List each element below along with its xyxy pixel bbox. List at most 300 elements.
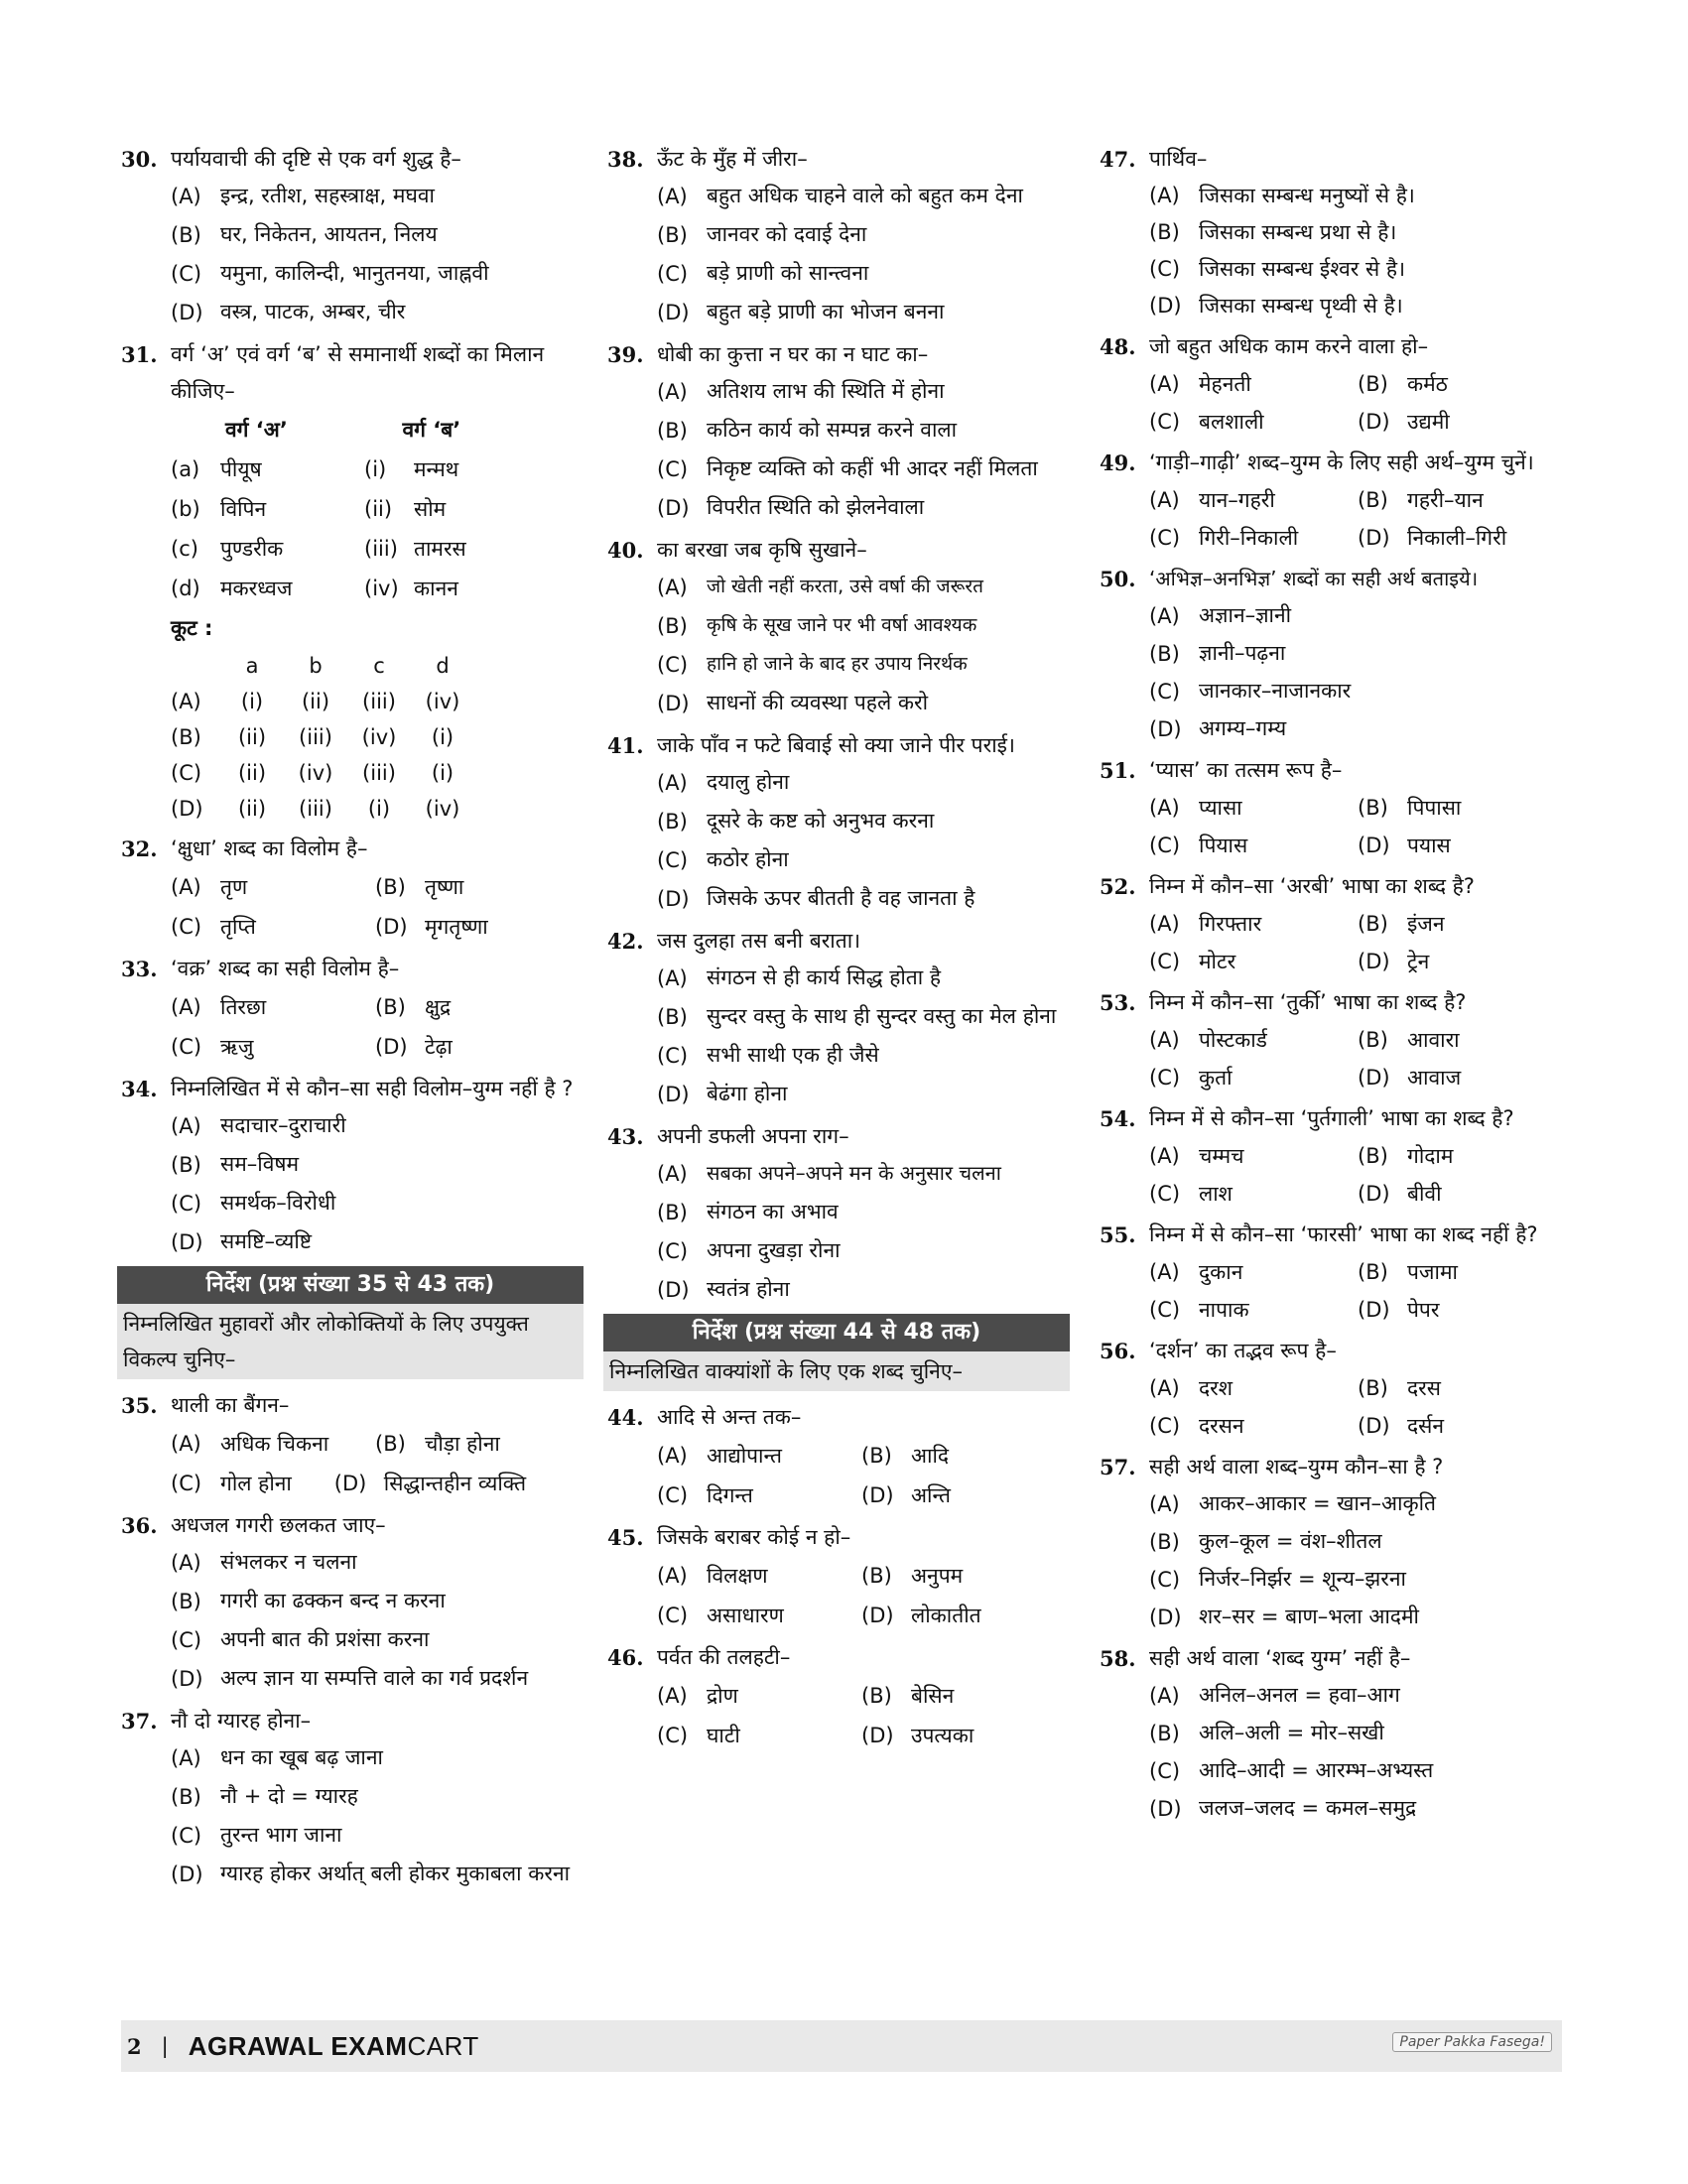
option [861,1716,1066,1755]
option-label: (C) [171,1472,202,1495]
option [171,1817,580,1856]
option-label: (D) [861,1483,894,1507]
option-text: ज्ञानी–पढ़ना [1199,641,1286,665]
option-label: (A) [171,1746,201,1770]
option-label: (D) [171,797,203,821]
question-text: जस दुलहा तस बनी बराता। [657,929,861,953]
question-38 [607,141,1066,332]
option [171,1107,580,1146]
option-text: यान–गहरी [1199,488,1275,512]
question-41 [607,727,1066,919]
option [1358,481,1566,519]
question-number: 31. [121,342,158,367]
match-right-text: सोम [414,497,447,521]
option-text: सभी साथी एक ही जैसे [707,1043,879,1067]
koot-cell: (iv) [298,761,333,785]
option-text: अधिक चिकना [220,1432,329,1456]
option [1358,1021,1566,1059]
question-56 [1100,1333,1566,1445]
question-48 [1100,328,1566,441]
option-label: (B) [375,875,406,899]
option-label: (B) [1149,1530,1180,1554]
option-label: (C) [1149,526,1181,550]
question-number: 37. [121,1709,158,1734]
option-label: (D) [1149,294,1182,318]
option [657,960,1066,998]
option-label: (A) [657,380,688,404]
koot-header [171,648,580,684]
option-label: (C) [171,915,202,939]
koot-row [171,791,580,827]
option-label: (C) [657,1483,689,1507]
option-text: जिसके ऊपर बीतती है वह जानता है [707,886,975,910]
question-text: ‘अभिज्ञ–अनभिज्ञ’ शब्दों का सही अर्थ बताइये। [1149,567,1479,590]
option-label: (A) [657,576,688,599]
option-text: ऋजु [220,1035,254,1059]
koot-row [171,719,580,755]
option-text: गोदाम [1407,1144,1454,1168]
koot-row [171,755,580,791]
match-left-text: विपिन [220,497,267,521]
option [1358,1059,1566,1096]
question-31 [121,336,580,827]
option-text: लाश [1199,1182,1233,1206]
question-number: 46. [607,1645,644,1670]
match-right-text: कानन [414,577,458,600]
option [657,373,1066,412]
option-text: पिपासा [1407,796,1462,820]
option-label: (D) [375,1035,408,1059]
question-34 [121,1071,580,1262]
option [657,255,1066,294]
question-number: 51. [1100,758,1136,783]
option [657,216,1066,255]
option-text: धन का खूब बढ़ जाना [220,1745,383,1769]
option [171,867,375,907]
question-text: ऊँट के मुँह में जीरा– [657,147,808,171]
option-text: प्यासा [1199,796,1242,820]
match-left-label: (b) [171,497,200,521]
option [657,569,1066,607]
brand-logo [189,2031,479,2062]
option-text: संगठन का अभाव [707,1200,839,1223]
option-text: गोल होना [220,1472,292,1495]
option-text: कुल–कूल = वंश–शीतल [1199,1529,1382,1553]
option [1358,943,1566,980]
option [657,1271,1066,1310]
option-text: संगठन से ही कार्य सिद्ध होता है [707,965,942,989]
option-text: अनुपम [911,1564,964,1588]
option-label: (C) [1149,257,1181,281]
option-label: (B) [375,1432,406,1456]
option [1358,1369,1566,1407]
option-text: निकृष्ट व्यक्ति को कहीं भी आदर नहीं मिलता [707,456,1038,480]
question-text: जिसके बराबर कोई न हो– [657,1525,851,1549]
option-label: (A) [657,1684,688,1708]
question-45 [607,1519,1066,1635]
question-number: 57. [1100,1455,1136,1479]
question-text: अपनी डफली अपना राग– [657,1124,849,1148]
question-55 [1100,1217,1566,1329]
koot-cell: (i) [431,761,454,785]
question-37 [121,1703,580,1894]
option-text: टेढ़ा [425,1035,453,1059]
option [375,907,580,947]
koot-cell: (iii) [299,725,332,749]
option [657,294,1066,332]
option-label: (D) [171,1230,203,1254]
question-58 [1100,1640,1566,1828]
option-text: बेसिन [911,1684,955,1708]
option [1149,365,1358,403]
option [1149,789,1358,827]
option-label: (D) [657,301,690,324]
option-label: (C) [1149,680,1181,704]
option-text: आदि–आदी = आरम्भ–अभ्यस्त [1199,1758,1434,1782]
option [1149,288,1566,324]
option-label: (B) [1358,1144,1388,1168]
directive-box [117,1266,584,1379]
question-number: 43. [607,1124,644,1149]
option-label: (C) [657,653,689,677]
option [1149,1021,1358,1059]
option-text: अपनी बात की प्रशंसा करना [220,1627,430,1651]
option [1149,403,1358,441]
option-label: (C) [1149,1298,1181,1322]
option-label: (C) [1149,410,1181,434]
option-label: (D) [657,692,690,715]
koot-cell: (ii) [301,690,330,713]
option [1358,519,1566,557]
option-label: (A) [171,690,201,713]
question-number: 53. [1100,990,1136,1015]
question-text: का बरखा जब कृषि सुखाने– [657,538,867,562]
option-label: (A) [1149,1260,1180,1284]
option-label: (A) [1149,912,1180,936]
option-text: तिरछा [220,995,267,1019]
option-label: (D) [1358,1414,1390,1438]
option [1149,943,1358,980]
option [1149,1253,1358,1291]
option-text: कठोर होना [707,847,789,871]
option [375,1424,580,1464]
option-text: दरश [1199,1376,1234,1400]
option [1149,1485,1566,1523]
option [657,1716,861,1755]
question-number: 36. [121,1513,158,1538]
option [861,1556,1066,1596]
option [334,1464,580,1503]
option-label: (A) [1149,1028,1180,1052]
question-text: ‘क्षुधा’ शब्द का विलोम है– [171,836,368,860]
option-text: सिद्धान्तहीन व्यक्ति [383,1472,527,1495]
option-text: कुर्ता [1199,1066,1233,1090]
option-text: चौड़ा होना [425,1432,500,1456]
option-label: (A) [657,966,688,990]
option [1358,827,1566,864]
question-text: ‘दर्शन’ का तद्भव रूप है– [1149,1339,1337,1362]
option-text: बड़े प्राणी को सान्त्वना [707,261,869,285]
option [375,987,580,1027]
question-number: 45. [607,1525,644,1550]
option [1149,1407,1358,1445]
question-number: 44. [607,1405,644,1430]
question-number: 35. [121,1393,158,1418]
option [657,880,1066,919]
match-left-label: (d) [171,577,200,600]
option-text: नापाक [1199,1298,1249,1322]
option-text: बहुत अधिक चाहने वाले को बहुत कम देना [707,184,1023,207]
option [1149,710,1566,748]
option-text: जिसका सम्बन्ध मनुष्यों से है। [1199,184,1415,207]
option-text: घर, निकेतन, आयतन, निलय [220,222,438,246]
option-label: (D) [1358,1298,1390,1322]
match-col-a-head: वर्ग ‘अ’ [225,418,288,442]
option-label: (B) [1358,796,1388,820]
question-text: थाली का बैंगन– [171,1393,290,1417]
option-label: (D) [1358,526,1390,550]
option-label: (D) [657,887,690,911]
option-label: (D) [1358,950,1390,973]
koot-col: c [373,654,385,678]
option [1149,1369,1358,1407]
option-text: अगम्य–गम्य [1199,716,1287,740]
option [171,1544,580,1583]
option-text: विलक्षण [707,1564,768,1588]
question-number: 56. [1100,1339,1136,1363]
option-label: (B) [657,1005,688,1029]
option [1149,673,1566,710]
option [657,489,1066,528]
koot-cell: (ii) [237,797,267,821]
match-row [171,450,580,489]
option-text: तृप्ति [220,915,256,939]
koot-cell: (ii) [237,725,267,749]
option [657,1556,861,1596]
koot-cell: (iii) [299,797,332,821]
option [1358,1407,1566,1445]
option [171,1464,334,1503]
option [657,1076,1066,1114]
option-label: (A) [1149,488,1180,512]
koot-col: d [436,654,450,678]
option-label: (D) [657,1278,690,1302]
question-number: 52. [1100,874,1136,899]
option [1149,1059,1358,1096]
column-1 [121,141,580,1898]
question-35 [121,1387,580,1503]
option-text: तृष्णा [425,875,464,899]
page-footer [121,2020,1562,2072]
option [1149,214,1566,251]
question-number: 30. [121,147,158,172]
option-text: हानि हो जाने के बाद हर उपाय निरर्थक [707,653,968,675]
option-text: अन्ति [911,1483,951,1507]
option-text: चम्मच [1199,1144,1244,1168]
question-text: सही अर्थ वाला ‘शब्द युग्म’ नहीं है– [1149,1646,1411,1670]
option-label: (A) [1149,796,1180,820]
option-text: ट्रेन [1407,950,1430,973]
option [171,1583,580,1621]
option-label: (D) [171,1667,203,1691]
option-text: पियास [1199,834,1248,857]
option-text: बेढंगा होना [707,1082,788,1105]
option-text: उद्यमी [1407,410,1450,434]
option-label: (B) [657,614,688,638]
option [657,685,1066,723]
option-text: बलशाली [1199,410,1264,434]
question-text: नौ दो ग्यारह होना– [171,1709,312,1733]
option-text: सुन्दर वस्तु के साथ ही सुन्दर वस्तु का मेल होना [707,1004,1057,1028]
option-label: (C) [657,848,689,872]
koot-cell: (iv) [425,797,460,821]
option [1358,905,1566,943]
question-number: 42. [607,929,644,954]
question-number: 34. [121,1077,158,1101]
option [657,803,1066,841]
option-text: शर–सर = बाण–भला आदमी [1199,1605,1419,1628]
option [1149,178,1566,214]
option-text: यमुना, कालिन्दी, भानुतनया, जाह्नवी [220,261,489,285]
option-label: (A) [1149,1492,1180,1516]
option [171,1660,580,1699]
directive-title: निर्देश (प्रश्न संख्या 35 से 43 तक) [117,1266,584,1304]
brand-bold-text: AGRAWAL EXAM [188,2030,408,2061]
option-label: (B) [657,810,688,834]
directive-title: निर्देश (प्रश्न संख्या 44 से 48 तक) [603,1314,1070,1351]
question-number: 55. [1100,1222,1136,1247]
option-text: पजामा [1407,1260,1458,1284]
option-text: समष्टि–व्यष्टि [220,1229,313,1253]
option-label: (B) [1358,488,1388,512]
option-label: (B) [1358,912,1388,936]
option-label: (A) [657,771,688,795]
option-label: (B) [171,1785,201,1809]
option-label: (A) [1149,372,1180,396]
option [171,255,580,294]
option [171,1027,375,1067]
option-label: (A) [171,185,201,208]
option-text: कृषि के सूख जाने पर भी वर्षा आवश्यक [707,614,977,636]
option [171,1621,580,1660]
option-text: अनिल–अनल = हवा–आग [1199,1683,1400,1707]
question-text: जाके पाँव न फटे बिवाई सो क्या जाने पीर पराई। [657,733,1015,757]
option [1358,403,1566,441]
option-label: (B) [171,1590,201,1613]
question-number: 40. [607,538,644,563]
match-left-text: पुण्डरीक [220,537,284,561]
option-text: आदि [911,1444,950,1468]
option-text: अल्प ज्ञान या सम्पत्ति वाले का गर्व प्रदर्शन [220,1666,529,1690]
option [1149,1523,1566,1561]
option [1149,1599,1566,1636]
question-54 [1100,1100,1566,1213]
option-text: उपत्यका [911,1724,974,1747]
tagline-badge: Paper Pakka Fasega! [1392,2032,1552,2052]
option-label: (B) [1358,1028,1388,1052]
option-text: मेहनती [1199,372,1251,396]
option-label: (D) [171,1863,203,1886]
column-2 [607,141,1066,1759]
koot-col: a [245,654,259,678]
option [171,1739,580,1778]
option-label: (C) [171,1824,202,1848]
option [1149,1291,1358,1329]
option-label: (A) [171,1551,201,1575]
option-label: (C) [657,1044,689,1068]
question-39 [607,336,1066,528]
option-label: (D) [1149,1606,1182,1629]
question-50 [1100,561,1566,748]
match-left-text: मकरध्वज [220,577,293,600]
question-number: 39. [607,342,644,367]
option-label: (A) [1149,1684,1180,1708]
option [861,1436,1066,1476]
question-text: पार्थिव– [1149,147,1208,171]
option-text: आवारा [1407,1028,1460,1052]
option [657,1155,1066,1194]
question-text: निम्न में से कौन–सा ‘पुर्तगाली’ भाषा का शब्द है? [1149,1106,1514,1130]
question-text: ‘गाड़ी–गाढ़ी’ शब्द–युग्म के लिए सही अर्थ–युग्म चुनें। [1149,450,1534,474]
koot-cell: (iv) [425,690,460,713]
option-label: (C) [657,1724,689,1747]
koot-col: b [309,654,323,678]
match-row [171,569,580,608]
question-36 [121,1507,580,1699]
option-label: (D) [375,915,408,939]
option-label: (B) [657,223,688,247]
koot-row [171,684,580,719]
question-number: 32. [121,836,158,861]
option-text: समर्थक–विरोधी [220,1191,336,1215]
option [171,1146,580,1185]
option [1149,905,1358,943]
question-number: 49. [1100,450,1136,475]
option [1149,519,1358,557]
option-text: गगरी का ढक्कन बन्द न करना [220,1589,446,1612]
option [1358,1175,1566,1213]
option-label: (B) [1358,1260,1388,1284]
question-number: 41. [607,733,644,758]
question-43 [607,1118,1066,1310]
option-label: (B) [861,1564,892,1588]
question-57 [1100,1449,1566,1636]
option-label: (D) [171,301,203,324]
question-number: 58. [1100,1646,1136,1671]
option [657,178,1066,216]
option-text: पयास [1407,834,1451,857]
question-number: 54. [1100,1106,1136,1131]
option [1149,1752,1566,1790]
option-label: (B) [171,725,201,749]
option-text: असाधारण [707,1604,784,1627]
koot-label: कूट : [171,616,213,640]
option [657,1476,861,1515]
option [1149,1677,1566,1715]
option-text: जिसका सम्बन्ध प्रथा से है। [1199,220,1397,244]
match-left-label: (a) [171,457,200,481]
option [1149,827,1358,864]
option-label: (A) [657,1564,688,1588]
option-text: दिगन्त [707,1483,753,1507]
option-text: दर्सन [1407,1414,1445,1438]
question-text: अधजल गगरी छलकत जाए– [171,1513,386,1537]
option-text: दरसन [1199,1414,1244,1438]
option-text: पोस्टकार्ड [1199,1028,1267,1052]
option-text: दरस [1407,1376,1441,1400]
option-label: (C) [657,1239,689,1263]
option-text: विपरीत स्थिति को झेलनेवाला [707,495,925,519]
